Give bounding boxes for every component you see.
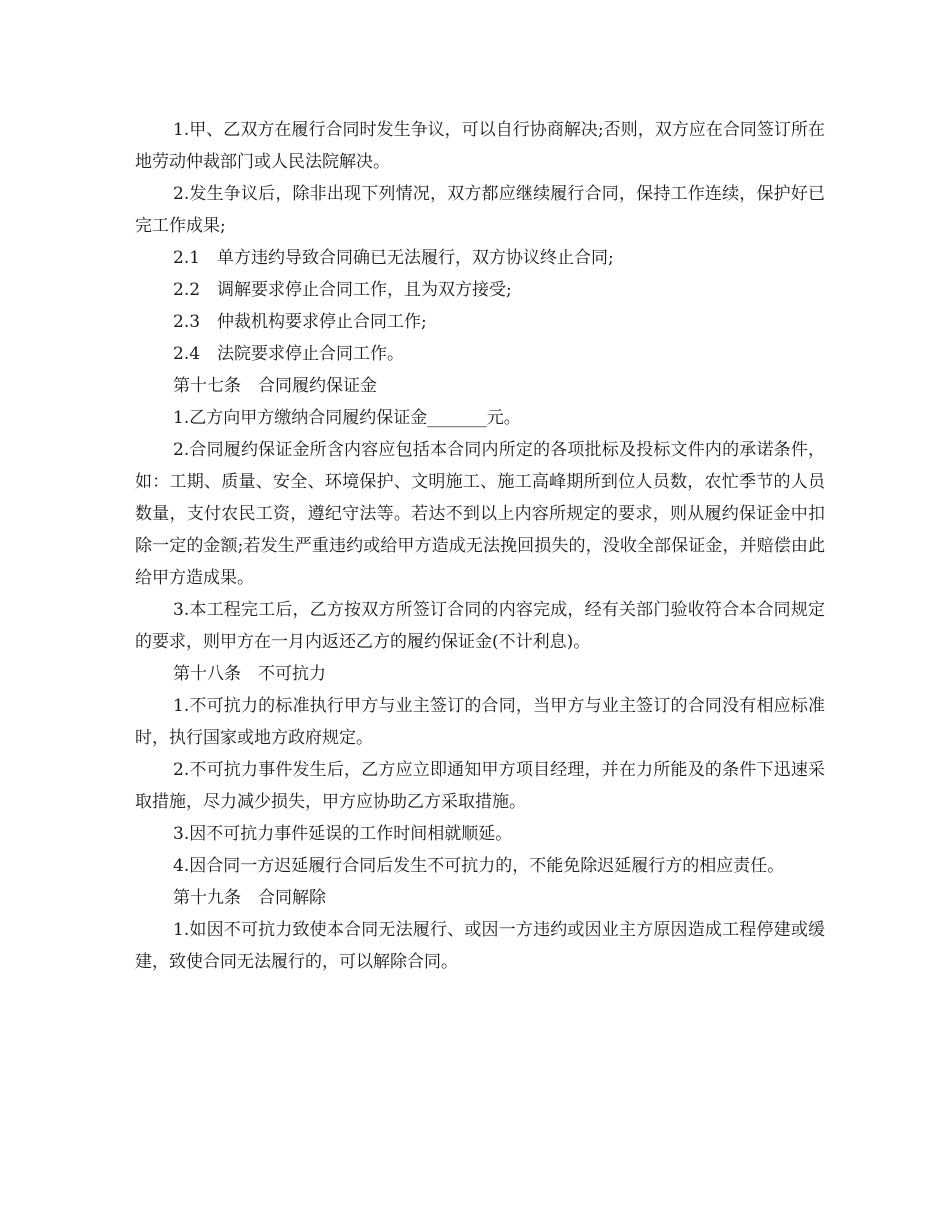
article-heading: 第十九条 合同解除 <box>173 888 326 908</box>
clause-paragraph: 2.合同履约保证金所含内容应包括本合同内所定的各项批标及投标文件内的承诺条件，如：工期、质量、安全、环境保护、文明施工、施工高峰期所到位人员数，农忙季节的人员数量，支付农民工资，遵纪守法等。若达不到以上内容所规定的要求，则从履约保证金中扣除一定的金额;若发生严重违约或给甲方造成无法挽回损失的，没收全部保证金，并赔偿由此给甲方造成果。 <box>135 440 825 588</box>
clause-paragraph: 2.发生争议后，除非出现下列情况，双方都应继续履行合同，保持工作连续，保护好已完工作成果; <box>135 184 825 236</box>
clause-paragraph: 1.甲、乙双方在履行合同时发生争议，可以自行协商解决;否则，双方应在合同签订所在地劳动仲裁部门或人民法院解决。 <box>135 120 825 172</box>
clause-paragraph: 2.不可抗力事件发生后，乙方应立即通知甲方项目经理，并在力所能及的条件下迅速采取措施，尽力减少损失，甲方应协助乙方采取措施。 <box>135 760 825 812</box>
clause-paragraph: 3.因不可抗力事件延误的工作时间相就顺延。 <box>173 824 513 844</box>
sub-clause-paragraph: 2.1 单方违约导致合同确已无法履行，双方协议终止合同; <box>173 248 614 268</box>
clause-paragraph: 3.本工程完工后，乙方按双方所签订合同的内容完成，经有关部门验收符合本合同规定的要求，则甲方在一月内返还乙方的履约保证金(不计利息)。 <box>135 600 825 652</box>
document-body <box>135 114 825 978</box>
clause-paragraph: 1.如因不可抗力致使本合同无法履行、或因一方违约或因业主方原因造成工程停建或缓建，致使合同无法履行的，可以解除合同。 <box>135 920 825 972</box>
clause-paragraph: 4.因合同一方迟延履行合同后发生不可抗力的，不能免除迟延履行方的相应责任。 <box>173 856 785 876</box>
clause-paragraph: 1.乙方向甲方缴纳合同履约保证金_______元。 <box>173 408 521 428</box>
article-heading: 第十七条 合同履约保证金 <box>173 376 377 396</box>
sub-clause-paragraph: 2.2 调解要求停止合同工作，且为双方接受; <box>173 280 512 300</box>
sub-clause-paragraph: 2.4 法院要求停止合同工作。 <box>173 344 405 364</box>
article-heading: 第十八条 不可抗力 <box>173 664 326 684</box>
sub-clause-paragraph: 2.3 仲裁机构要求停止合同工作; <box>173 312 427 332</box>
clause-paragraph: 1.不可抗力的标准执行甲方与业主签订的合同，当甲方与业主签订的合同没有相应标准时，执行国家或地方政府规定。 <box>135 696 825 748</box>
